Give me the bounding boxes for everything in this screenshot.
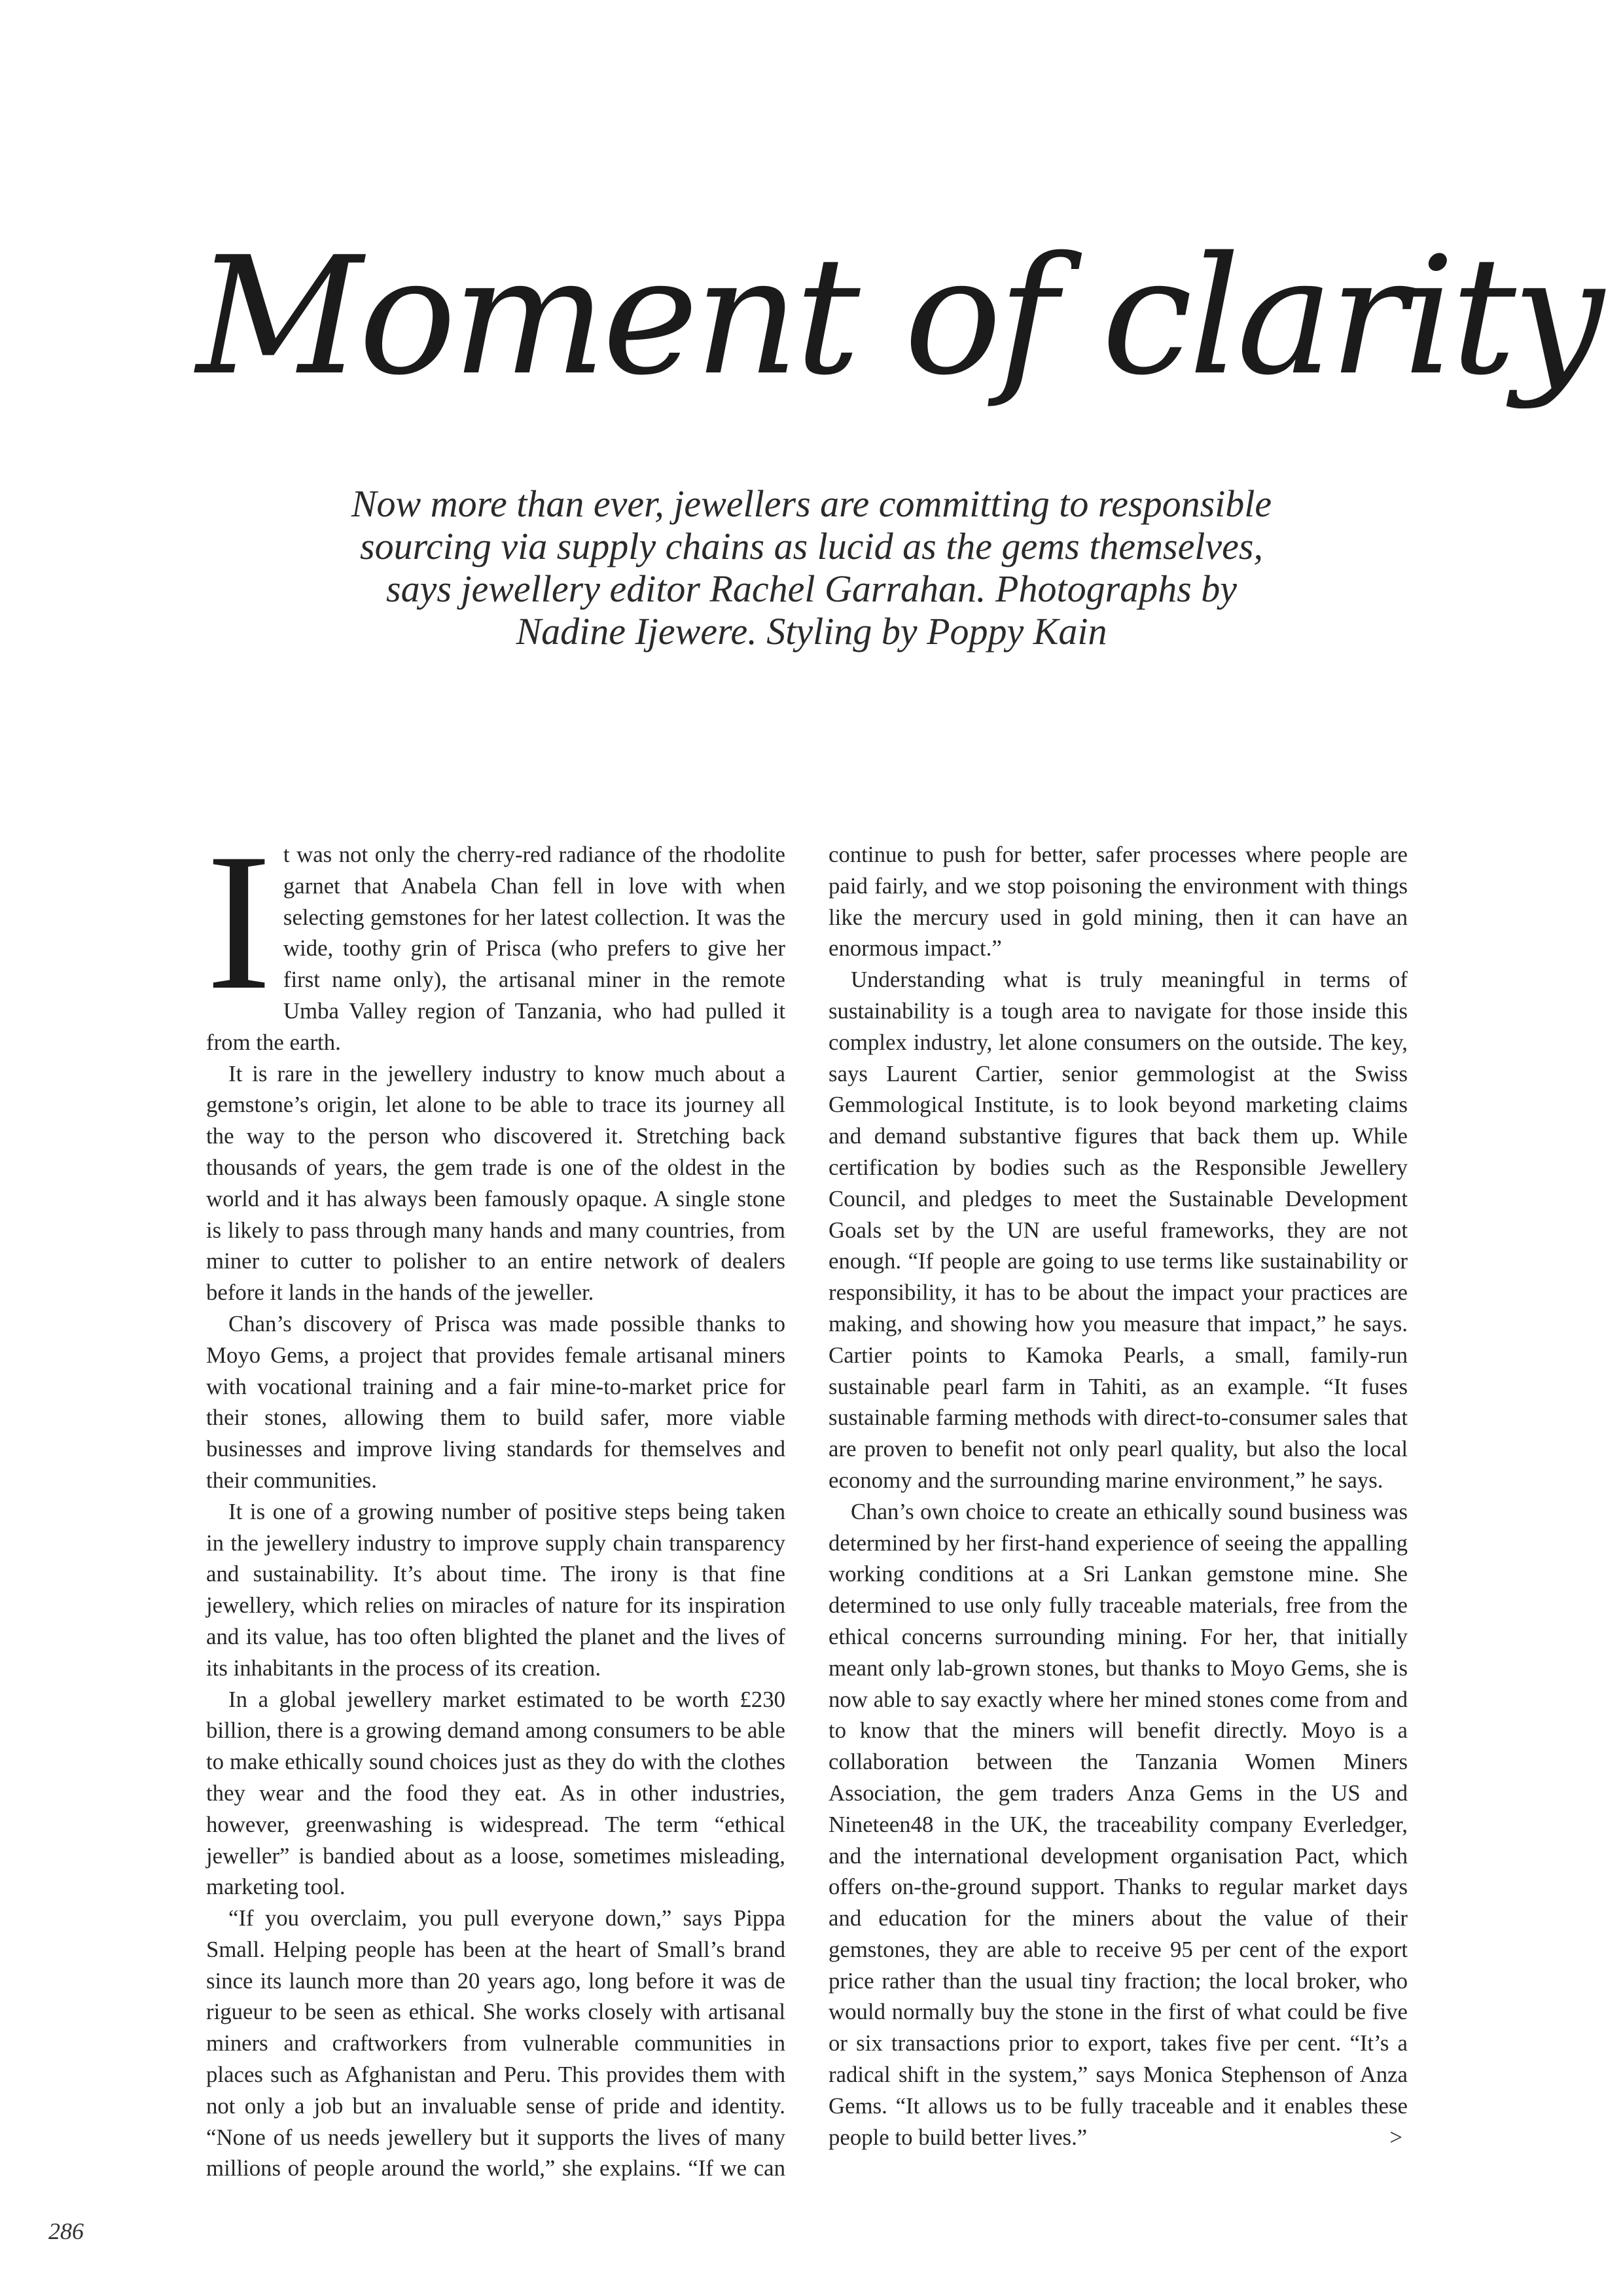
- article-standfirst: Now more than ever, jewellers are committing to responsible sourcing via supply chains as lucid as the gems themselves, says jewellery editor Rachel Garrahan. Photographs by Nadine Ijewere. Styling by Poppy Kain: [351, 482, 1272, 653]
- body-paragraph-4: It is one of a growing number of positive steps being taken in the jewellery industry to improve supply chain transparency and sustainability. It’s about time. The irony is that fine jewellery, which relies on miracles of nature for its inspiration and its value, has too often blighted the planet and the lives of its inhabitants in the process of its creation.: [206, 1498, 785, 1681]
- body-paragraph-7: Understanding what is truly meaningful in terms of sustainability is a tough area to navigate for those inside this complex industry, let alone consumers on the outside. The key, says Laurent Cartier, senior gemmologist at the Swiss Gemmological Institute, is to look beyond marketing claims and demand substantive figures that back them up. While certification by bodies such as the Responsible Jewellery Council, and pledges to meet the Sustainable Development Goals set by the UN are useful frameworks, they are not enough. “If people are going to use terms like sustainability or responsibility, it has to be about the impact your practices are making, and showing how you measure that impact,” he says. Cartier points to Kamoka Pearls, a small, family-run sustainable pearl farm in Tahiti, as an example. “It fuses sustainable farming methods with direct-to-consumer sales that are proven to benefit not only pearl quality, but also the local economy and the surrounding marine environment,” he says.: [829, 967, 1408, 1493]
- article-body: [206, 813, 1408, 2200]
- body-paragraph-3: Chan’s discovery of Prisca was made possible thanks to Moyo Gems, a project that provides female artisanal miners with vocational training and a fair mine-to-market price for their stones, allowing them to build safer, more viable businesses and improve living standards for themselves and their communities.: [206, 1310, 785, 1493]
- body-paragraph-8-text: Chan’s own choice to create an ethically sound business was determined by her first-hand experience of seeing the appalling working conditions at a Sri Lankan gemstone mine. She determined to use only fully traceable materials, free from the ethical concerns surrounding mining. For her, that initially meant only lab-grown stones, but thanks to Moyo Gems, she is now able to say exactly where her mined stones come from and to know that the miners will benefit directly. Moyo is a collaboration between the Tanzania Women Miners Association, the gem traders Anza Gems in the US and Nineteen48 in the UK, the traceability company Everledger, and the international development organisation Pact, which offers on-the-ground support. Thanks to regular market days and education for the miners about the value of their gemstones, they are able to receive 95 per cent of the export price rather than the usual tiny fraction; the local broker, who would normally buy the stone in the first of what could be five or six transactions prior to export, takes five per cent. “It’s a radical shift in the system,” says Monica Stephenson of Anza Gems. “It allows us to be fully traceable and it enables these people to build better lives.”: [829, 1498, 1408, 2150]
- body-paragraph-2: It is rare in the jewellery industry to know much about a gemstone’s origin, let alone to be able to trace its journey all the way to the person who discovered it. Stretching back thousands of years, the gem trade is one of the oldest in the world and it has always been famously opaque. A single stone is likely to pass through many hands and many countries, from miner to cutter to polisher to an entire network of dealers before it lands in the hands of the jeweller.: [206, 1060, 785, 1306]
- body-paragraph-6: “If you overclaim, you pull everyone down,” says Pippa Small. Helping people has been at the heart of Small’s brand since its launch more than 20 years ago, long before it was de rigueur to be seen as ethical. She works closely with artisanal miners and craftworkers from vulnerable communities in places such as Afghanistan and Peru. This provides them with not only a job but an invaluable sense of pride and identity. “None of us needs jewellery but it supports the lives of many millions of people around the world,” she explains. “If we can continue to push for better, safer processes where people are paid fairly, and we stop poisoning the environment with things like the mercury used in gold mining, then it can have an enormous impact.”: [206, 842, 1408, 2181]
- body-paragraph-5: In a global jewellery market estimated to be worth £230 billion, there is a growing demand among consumers to be able to make ethically sound choices just as they do with the clothes they wear and the food they eat. As in other industries, however, greenwashing is widespread. The term “ethical jeweller” is bandied about as a loose, sometimes misleading, marketing tool.: [206, 1686, 785, 1900]
- continue-arrow-icon: >: [1389, 2124, 1402, 2150]
- body-paragraph-8: [829, 1496, 1408, 2153]
- article-title: Moment of clarity: [196, 223, 1601, 411]
- page-number: 286: [48, 2218, 84, 2244]
- drop-cap: I: [206, 813, 272, 1030]
- body-paragraph-1-text: t was not only the cherry-red radiance of the rhodolite garnet that Anabela Chan fell in love with when selecting gemstones for her latest collection. It was the wide, toothy grin of Prisca (who prefers to give her first name only), the artisanal miner in the remote Umba Valley region of Tanzania, who had pulled it from the earth.: [206, 842, 785, 1055]
- body-paragraph-1: [206, 813, 785, 1058]
